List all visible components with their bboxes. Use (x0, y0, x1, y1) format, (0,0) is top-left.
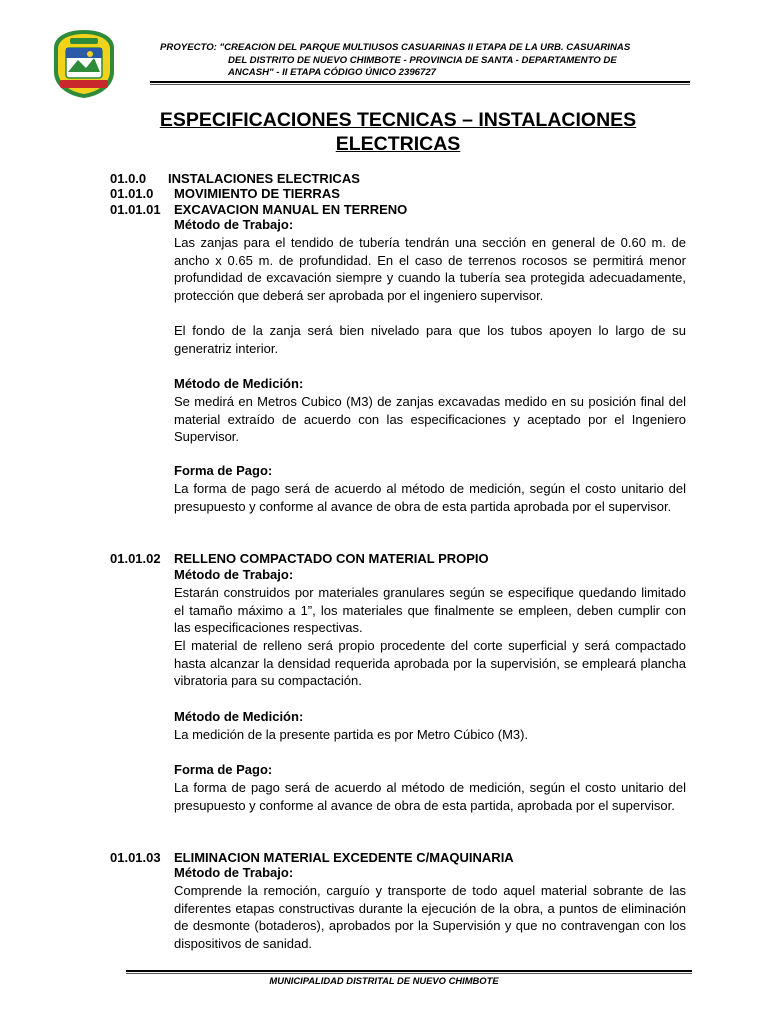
footer-divider-thin (126, 973, 692, 974)
section-label: EXCAVACION MANUAL EN TERRENO (174, 202, 408, 217)
subheading-forma-pago: Forma de Pago: (174, 463, 273, 478)
section-heading-01-01-02 (110, 551, 489, 566)
paragraph: Se medirá en Metros Cubico (M3) de zanjas excavadas medido en su posición final del material extraído de acuerdo con las especificaciones y aceptado por el Ingeniero Supervisor. (174, 394, 686, 445)
section-number: 01.0.0 (110, 171, 147, 186)
subheading-metodo-medicion: Método de Medición: (174, 376, 304, 391)
section-label: RELLENO COMPACTADO CON MATERIAL PROPIO (174, 551, 489, 566)
project-line-2: DEL DISTRITO DE NUEVO CHIMBOTE - PROVINCIA DE SANTA - DEPARTAMENTO DE (228, 54, 617, 66)
paragraph: Estarán construidos por materiales granulares según se especifique quedando limitado el tamaño máximo a 1”, los materiales que finalmente se empleen, deben cumplir con las especificaciones respectivas. (174, 585, 686, 636)
section-label: MOVIMIENTO DE TIERRAS (174, 186, 340, 201)
project-line-1: PROYECTO: "CREACION DEL PARQUE MULTIUSOS CASUARINAS II ETAPA DE LA URB. CASUARINAS (160, 42, 631, 53)
document-title (110, 108, 686, 156)
municipal-seal-logo (50, 28, 118, 100)
section-number: 01.01.01 (110, 202, 161, 217)
project-line-3: ANCASH" - II ETAPA CÓDIGO ÚNICO 2396727 (228, 67, 437, 78)
subheading-metodo-trabajo: Método de Trabajo: (174, 865, 294, 880)
paragraph: Comprende la remoción, carguío y transporte de todo aquel material sobrante de las diferentes etapas constructivas durante la ejecución de la obra, a puntos de eliminación de desmonte (botaderos), aprobados por la Supervisión y que no contravengan con los dispositivos de sanidad. (174, 883, 686, 951)
subheading-metodo-medicion: Método de Medición: (174, 709, 304, 724)
footer-text: MUNICIPALIDAD DISTRITAL DE NUEVO CHIMBOTE (269, 975, 499, 986)
section-label: INSTALACIONES ELECTRICAS (168, 171, 360, 186)
section-heading-01-01-03 (110, 850, 514, 865)
seal-icon (50, 28, 118, 100)
project-header (160, 42, 676, 80)
header-divider (150, 81, 690, 83)
section-number: 01.01.03 (110, 850, 161, 865)
header-divider-thin (150, 84, 690, 85)
section-number: 01.01.0 (110, 186, 154, 201)
subheading-forma-pago: Forma de Pago: (174, 762, 273, 777)
footer-divider (126, 970, 692, 972)
title-line-1: ESPECIFICACIONES TECNICAS – INSTALACIONES (159, 109, 637, 131)
paragraph: La forma de pago será de acuerdo al método de medición, según el costo unitario del presupuesto y conforme al avance de obra de esta partida, aprobada por el supervisor. (174, 780, 686, 813)
paragraph: Las zanjas para el tendido de tubería tendrán una sección en general de 0.60 m. de ancho x 0.65 m. de profundidad. En el caso de terrenos rocosos se permitirá menor profundidad de excavación siempre y cuando la tubería sea protegida adecuadamente, protección que deberá ser aprobada por el ingeniero supervisor. (174, 235, 686, 303)
paragraph: El material de relleno será propio procedente del corte superficial y será compactado hasta alcanzar la densidad requerida aprobada por la supervisión, se empleará plancha vibratoria para su compactación. (174, 638, 686, 689)
section-heading-01-01-01 (110, 202, 408, 217)
section-label: ELIMINACION MATERIAL EXCEDENTE C/MAQUINARIA (174, 850, 514, 865)
paragraph: La medición de la presente partida es por Metro Cúbico (M3). (174, 727, 529, 742)
subheading-metodo-trabajo: Método de Trabajo: (174, 567, 294, 582)
paragraph: La forma de pago será de acuerdo al método de medición, según el costo unitario del presupuesto y conforme al avance de obra de esta partida aprobada por el supervisor. (174, 481, 686, 514)
section-heading-01-0-0 (110, 171, 360, 186)
paragraph: El fondo de la zanja será bien nivelado para que los tubos apoyen lo largo de su generatriz interior. (174, 323, 686, 356)
section-heading-01-01-0 (110, 186, 340, 201)
section-number: 01.01.02 (110, 551, 161, 566)
subheading-metodo-trabajo: Método de Trabajo: (174, 217, 294, 232)
title-line-2: ELECTRICAS (335, 133, 461, 155)
